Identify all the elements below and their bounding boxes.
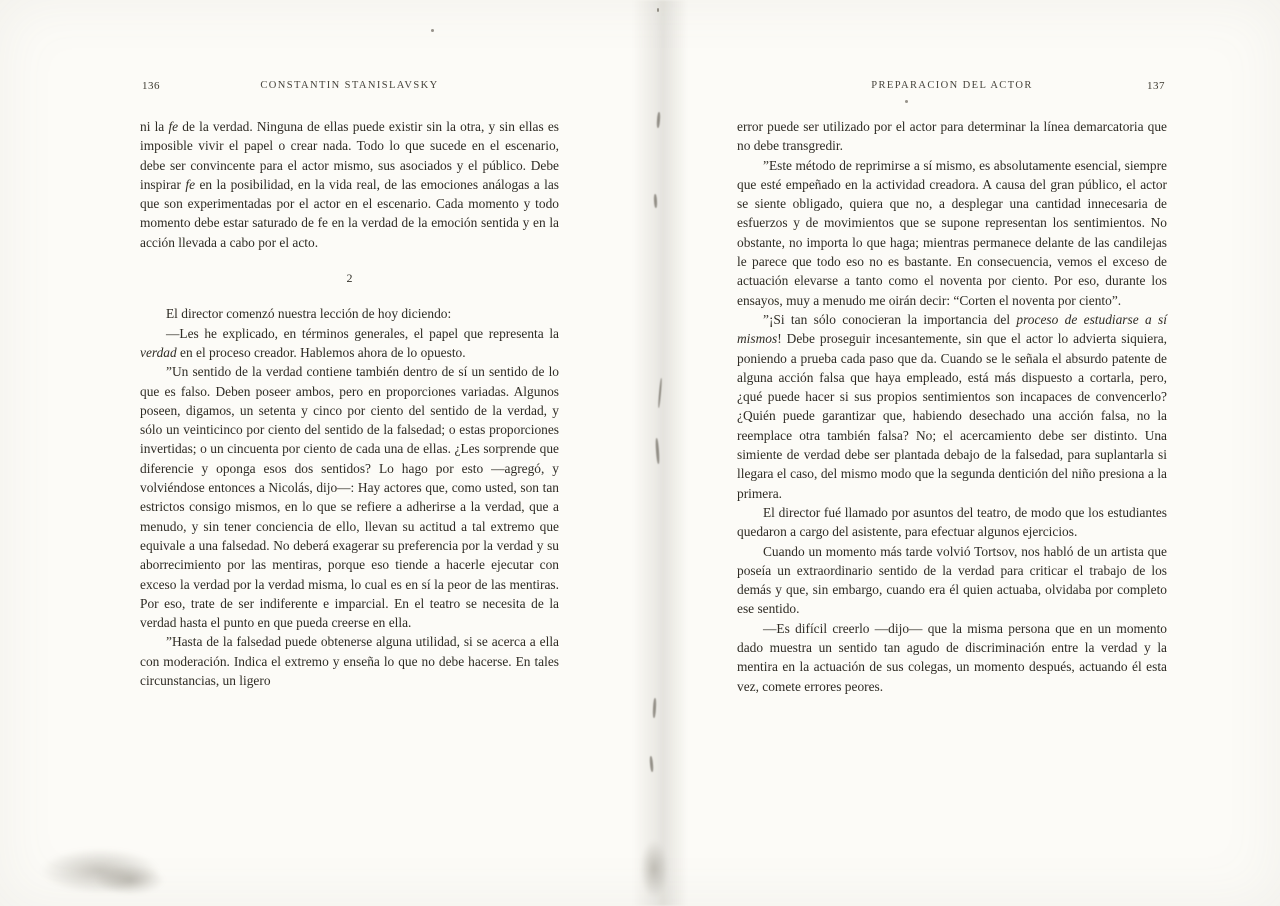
- section-number: 2: [346, 271, 353, 286]
- binding-mark: [654, 194, 658, 208]
- running-header-right-title: PREPARACION DEL ACTOR: [871, 80, 1033, 91]
- paragraph: ”¡Si tan sólo conocieran la importancia del proceso de estudiarse a sí mismos! Debe proseguir incesantemente, sin que el actor lo advierta siquiera, poniendo a prueba cada paso que da. Cuando se le señala el absurdo patente de alguna acción falsa que haya empleado, está más dispuesto a cortarla, pero, ¿qué puede hacer si sus propios sentimientos son incapaces de convencerlo? ¿Quién puede garantizar que, habiendo desechado una acción falsa, no la reemplace otra también falsa? No; el acercamiento debe ser distinto. Una simiente de verdad debe ser plantada debajo de la falsedad, para suplantarla si llegara el caso, del mismo modo que la segunda dentición del niño presiona a la primera.: [737, 311, 1167, 501]
- binding-mark: [655, 438, 660, 464]
- binding-mark: [652, 698, 656, 718]
- paragraph: —Es difícil creerlo —dijo— que la misma persona que en un momento dado muestra un sentido tan agudo de discriminación entre la verdad y la mentira en la actuación de sus colegas, un momento después, actuando él esta vez, comete errores peores.: [737, 620, 1167, 694]
- page-number-right: 137: [1147, 80, 1165, 92]
- paragraph: —Les he explicado, en términos generales, el papel que representa la verdad en el proceso creador. Hablemos ahora de lo opuesto.: [140, 325, 559, 360]
- binding-mark: [658, 378, 663, 408]
- paragraph: ”Hasta de la falsedad puede obtenerse alguna utilidad, si se acerca a ella con moderación. Indica el extremo y enseña lo que no debe hacerse. En tales circunstancias, un ligero: [140, 634, 559, 689]
- paragraph: Cuando un momento más tarde volvió Tortsov, nos habló de un artista que poseía un extraordinario sentido de la verdad para criticar el trabajo de los demás y que, sin embargo, cuando era él quien actuaba, olvidaba por completo ese sentido.: [737, 543, 1167, 617]
- running-header-left-title: CONSTANTIN STANISLAVSKY: [260, 80, 439, 91]
- corner-smudge: [95, 865, 165, 895]
- scan-speck: [657, 8, 659, 12]
- paragraph: El director comenzó nuestra lección de hoy diciendo:: [166, 306, 452, 322]
- page-number-left: 136: [142, 80, 160, 92]
- paragraph: El director fué llamado por asuntos del teatro, de modo que los estudiantes quedaron a cargo del asistente, para efectuar algunos ejercicios.: [737, 504, 1167, 540]
- scan-speck: [905, 100, 908, 103]
- paragraph: ”Un sentido de la verdad contiene también dentro de sí un sentido de lo que es falso. Deben poseer ambos, pero en proporciones variadas. Algunos poseen, digamos, un setenta y cinco por ciento del sentido de la verdad, y sólo un veinticinco por ciento del sentido de la falsedad; o estas proporciones invertidas; o un cincuenta por ciento de cada una de ellas. ¿Les sorprende que diferencie y oponga esos dos sentidos? Lo hago por esto —agregó, y volviéndose entonces a Nicolás, dijo—: Hay actores que, como usted, son tan estrictos consigo mismos, en lo que se refiere a adherirse a la verdad, que a menudo, y sin tener conciencia de ello, llevan su actitud a tal extremo que equivale a una falsedad. No deberá exagerar su preferencia por la verdad y su aborrecimiento por las mentiras, porque eso tiende a hacerle ejecutar con exceso la verdad por la verdad misma, lo cual es en sí la peor de las mentiras. Por eso, trate de ser indiferente e imparcial. En el teatro se necesita de la verdad hasta el punto en que pueda creerse en ella.: [140, 364, 559, 631]
- binding-gutter-shadow: [632, 0, 688, 906]
- binding-mark: [649, 756, 653, 772]
- running-header-right: [737, 80, 1167, 91]
- binding-mark: [656, 112, 660, 128]
- paragraph: error puede ser utilizado por el actor para determinar la línea demarcatoria que no debe transgredir.: [737, 119, 1167, 154]
- binding-smudge: [640, 840, 668, 898]
- text-block-left: [140, 117, 559, 690]
- scan-speck: [431, 29, 434, 32]
- text-block-right: [737, 117, 1167, 696]
- running-header-left: [140, 80, 559, 91]
- paragraph: ni la fe de la verdad. Ninguna de ellas puede existir sin la otra, y sin ellas es imposible vivir el papel o crear nada. Todo lo que sucede en el escenario, debe ser convincente para el actor mismo, sus asociados y el público. Debe inspirar fe en la posibilidad, en la vida real, de las emociones análogas a las que son experimentadas por el actor en el escenario. Cada momento y todo momento debe estar saturado de fe en la verdad de la emoción sentida y en la acción llevada a cabo por el acto.: [140, 119, 559, 250]
- paragraph: ”Este método de reprimirse a sí mismo, es absolutamente esencial, siempre que esté empeñado en la actividad creadora. A causa del gran público, el actor se siente obligado, quiera que no, a desplegar una cantidad innecesaria de esfuerzos y de movimientos que se supone representan los sentimientos. No obstante, no importa lo que haga; mientras permanece delante de las candilejas le parece que todo eso no es bastante. En consecuencia, vemos el exceso de actuación elevarse a tanto como el noventa por ciento. Por eso, durante los ensayos, muy a menudo me oirán decir: “Corten el noventa por ciento”.: [737, 157, 1167, 308]
